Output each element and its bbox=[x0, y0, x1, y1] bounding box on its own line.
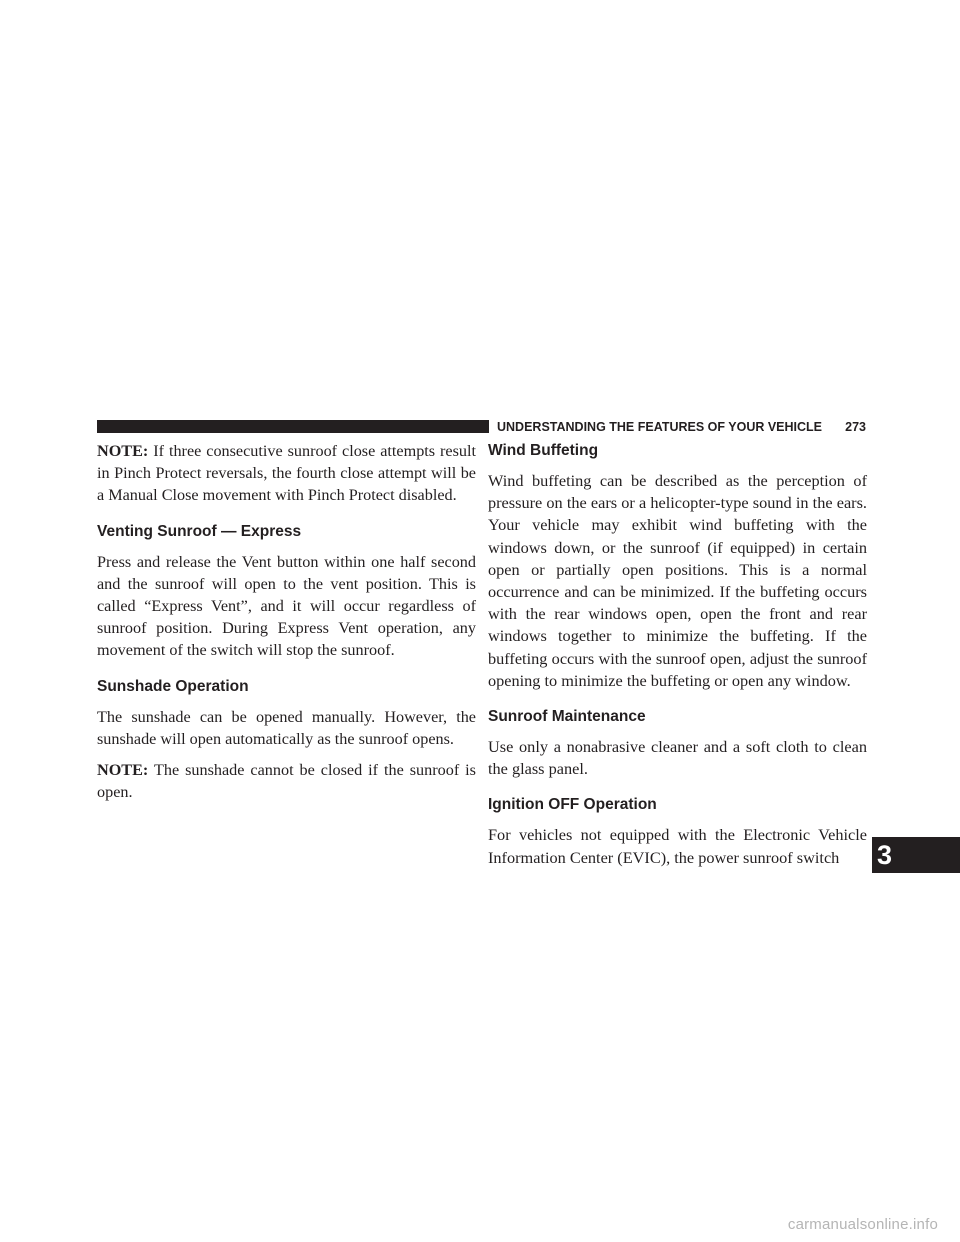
running-header bbox=[497, 419, 866, 435]
venting-sunroof-heading: Venting Sunroof — Express bbox=[97, 522, 302, 540]
watermark: carmanualsonline.info bbox=[787, 1216, 938, 1233]
ignition-off-paragraph: For vehicles not equipped with the Electronic Vehicle Information Center (EVIC), the power sunroof switch bbox=[488, 825, 867, 867]
venting-sunroof-paragraph: Press and release the Vent button within one half second and the sunroof will open to the vent position. This is called “Express Vent”, and it will occur regardless of sunroof position. During Express Vent operation, any movement of the switch will stop the sunroof. bbox=[97, 552, 476, 660]
page-number: 273 bbox=[845, 420, 866, 434]
left-column bbox=[97, 437, 476, 803]
ignition-off-heading: Ignition OFF Operation bbox=[488, 796, 657, 814]
sunshade-paragraph: The sunshade can be opened manually. However, the sunshade will open automatically as the sunroof opens. bbox=[97, 707, 476, 748]
note-paragraph bbox=[97, 440, 476, 507]
section-title: UNDERSTANDING THE FEATURES OF YOUR VEHICLE bbox=[497, 420, 823, 434]
header-rule bbox=[97, 420, 489, 433]
right-column bbox=[488, 437, 867, 869]
sunroof-maintenance-heading: Sunroof Maintenance bbox=[488, 708, 646, 726]
sunshade-heading: Sunshade Operation bbox=[97, 677, 249, 695]
note-text: If three consecutive sunroof close attempts result in Pinch Protect reversals, the fourth close attempt will be a Manual Close movement with Pinch Protect disabled. bbox=[97, 442, 476, 505]
chapter-tab: 3 bbox=[872, 837, 960, 873]
wind-buffeting-paragraph: Wind buffeting can be described as the perception of pressure on the ears or a helicopter-type sound in the ears. Your vehicle may exhibit wind buffeting with the windows down, or the sunroof (if equipped) in certain open or partially open positions. This is a normal occurrence and can be minimized. If the buffeting occurs with the rear windows open, open the front and rear windows together to minimize the buffeting. If the buffeting occurs with the sunroof open, adjust the sunroof opening to minimize the buffeting or open any window. bbox=[488, 471, 867, 690]
note-paragraph bbox=[97, 759, 476, 803]
note-label: NOTE: bbox=[97, 761, 149, 780]
sunroof-maintenance-paragraph: Use only a nonabrasive cleaner and a soft cloth to clean the glass panel. bbox=[488, 737, 867, 779]
note-text: The sunshade cannot be closed if the sunroof is open. bbox=[97, 761, 476, 802]
note-label: NOTE: bbox=[97, 442, 149, 460]
wind-buffeting-heading: Wind Buffeting bbox=[488, 442, 599, 459]
